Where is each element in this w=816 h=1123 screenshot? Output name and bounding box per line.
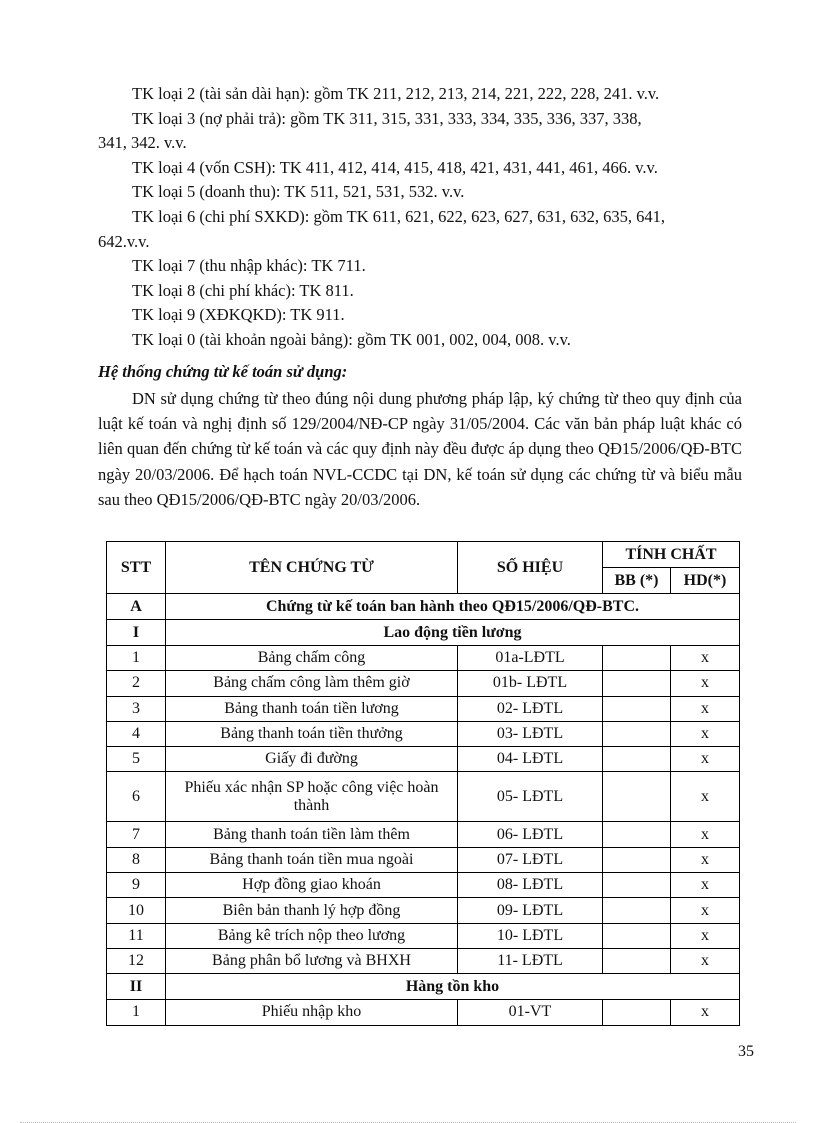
section-heading: Hệ thống chứng từ kế toán sử dụng: [98, 362, 348, 381]
account-line: TK loại 5 (doanh thu): TK 511, 521, 531, 532. v.v. [132, 182, 465, 202]
row-name: Biên bản thanh lý hợp đồng [166, 898, 458, 923]
row-stt: 11 [107, 923, 166, 948]
row-bb [603, 948, 671, 973]
row-stt: 2 [107, 671, 166, 696]
row-hd: x [671, 1000, 740, 1025]
section-title: Chứng từ kế toán ban hành theo QĐ15/2006/QĐ-BTC. [166, 594, 740, 620]
account-line: TK loại 8 (chi phí khác): TK 811. [132, 280, 354, 300]
row-code: 10- LĐTL [458, 923, 603, 948]
table-row [107, 873, 740, 898]
row-name: Bảng thanh toán tiền mua ngoài [166, 847, 458, 872]
row-hd: x [671, 948, 740, 973]
row-name: Bảng thanh toán tiền làm thêm [166, 822, 458, 847]
row-name: Bảng thanh toán tiền lương [166, 696, 458, 721]
account-line: TK loại 2 (tài sản dài hạn): gồm TK 211, 212, 213, 214, 221, 222, 228, 241. v.v. [132, 84, 660, 103]
row-code: 06- LĐTL [458, 822, 603, 847]
row-code: 09- LĐTL [458, 898, 603, 923]
table-row [107, 948, 740, 973]
body-paragraph [98, 386, 742, 512]
account-line: TK loại 9 (XĐKQKD): TK 911. [132, 305, 345, 325]
row-name: Bảng phân bổ lương và BHXH [166, 948, 458, 973]
row-bb [603, 847, 671, 872]
row-name: Phiếu xác nhận SP hoặc công việc hoàn thành [166, 772, 458, 822]
row-stt: 8 [107, 847, 166, 872]
section-title: Hàng tồn kho [166, 974, 740, 1000]
row-bb [603, 898, 671, 923]
row-hd: x [671, 822, 740, 847]
row-name: Bảng thanh toán tiền thưởng [166, 721, 458, 746]
row-name: Giấy đi đường [166, 747, 458, 772]
table-row [107, 671, 740, 696]
row-bb [603, 772, 671, 822]
row-stt: 10 [107, 898, 166, 923]
account-line-continuation: 642.v.v. [98, 231, 150, 251]
header-bb: BB (*) [603, 568, 671, 594]
table-row [107, 822, 740, 847]
paragraph-indent [98, 389, 132, 408]
row-hd: x [671, 696, 740, 721]
paragraph-text: DN sử dụng chứng từ theo đúng nội dung phương pháp lập, ký chứng từ theo quy định của luật kế toán và nghị định số 129/2004/NĐ-CP ngày 31/05/2004. Các văn bản pháp luật khác có liên quan đến chứng từ kế toán và các quy định này đều được áp dụng theo QĐ15/2006/QĐ-BTC ngày 20/03/2006. Để hạch toán NVL-CCDC tại DN, kế toán sử dụng các chứng từ và biểu mẫu sau theo QĐ15/2006/QĐ-BTC ngày 20/03/2006. [98, 389, 742, 509]
row-hd: x [671, 873, 740, 898]
section-number: I [107, 620, 166, 646]
account-line: TK loại 0 (tài khoản ngoài bảng): gồm TK 001, 002, 004, 008. v.v. [132, 329, 571, 349]
row-stt: 12 [107, 948, 166, 973]
row-name: Bảng chấm công [166, 646, 458, 671]
page-number: 35 [738, 1043, 754, 1060]
row-code: 07- LĐTL [458, 847, 603, 872]
account-line: TK loại 6 (chi phí SXKD): gồm TK 611, 621, 622, 623, 627, 631, 632, 635, 641, [132, 206, 666, 226]
row-hd: x [671, 721, 740, 746]
table-row [107, 923, 740, 948]
row-code: 01-VT [458, 1000, 603, 1025]
row-hd: x [671, 898, 740, 923]
row-hd: x [671, 646, 740, 671]
header-nature: TÍNH CHẤT [603, 542, 740, 568]
table-row [107, 721, 740, 746]
row-stt: 9 [107, 873, 166, 898]
table-row [107, 898, 740, 923]
table-row [107, 747, 740, 772]
table-row [107, 1000, 740, 1025]
row-stt: 7 [107, 822, 166, 847]
row-bb [603, 1000, 671, 1025]
table-row [107, 772, 740, 822]
row-hd: x [671, 923, 740, 948]
row-code: 04- LĐTL [458, 747, 603, 772]
row-name: Bảng chấm công làm thêm giờ [166, 671, 458, 696]
row-code: 03- LĐTL [458, 721, 603, 746]
row-bb [603, 822, 671, 847]
row-bb [603, 646, 671, 671]
row-bb [603, 721, 671, 746]
row-hd: x [671, 671, 740, 696]
section-title: Lao động tiền lương [166, 620, 740, 646]
row-bb [603, 873, 671, 898]
header-name: TÊN CHỨNG TỪ [166, 542, 458, 594]
row-hd: x [671, 747, 740, 772]
header-hd: HD(*) [671, 568, 740, 594]
row-bb [603, 696, 671, 721]
row-bb [603, 747, 671, 772]
table-body [107, 594, 740, 1026]
row-code: 08- LĐTL [458, 873, 603, 898]
row-code: 02- LĐTL [458, 696, 603, 721]
row-code: 01a-LĐTL [458, 646, 603, 671]
account-line: TK loại 3 (nợ phải trả): gồm TK 311, 315, 331, 333, 334, 335, 336, 337, 338, [132, 108, 642, 128]
header-stt: STT [107, 542, 166, 594]
documents-table [106, 541, 740, 1026]
row-name: Bảng kê trích nộp theo lương [166, 923, 458, 948]
row-code: 11- LĐTL [458, 948, 603, 973]
table-row [107, 847, 740, 872]
account-line-continuation: 341, 342. v.v. [98, 133, 187, 153]
account-line: TK loại 4 (vốn CSH): TK 411, 412, 414, 415, 418, 421, 431, 441, 461, 466. v.v. [132, 157, 658, 177]
row-name: Hợp đồng giao khoán [166, 873, 458, 898]
section-number: II [107, 974, 166, 1000]
table-row [107, 646, 740, 671]
row-stt: 4 [107, 721, 166, 746]
section-row [107, 620, 740, 646]
row-stt: 3 [107, 696, 166, 721]
account-list [98, 82, 748, 353]
row-stt: 1 [107, 646, 166, 671]
section-row [107, 974, 740, 1000]
row-name: Phiếu nhập kho [166, 1000, 458, 1025]
row-bb [603, 671, 671, 696]
row-code: 01b- LĐTL [458, 671, 603, 696]
row-bb [603, 923, 671, 948]
row-hd: x [671, 772, 740, 822]
section-row [107, 594, 740, 620]
row-code: 05- LĐTL [458, 772, 603, 822]
table-row [107, 696, 740, 721]
row-hd: x [671, 847, 740, 872]
account-line: TK loại 7 (thu nhập khác): TK 711. [132, 256, 366, 276]
row-stt: 5 [107, 747, 166, 772]
section-number: A [107, 594, 166, 620]
row-stt: 6 [107, 772, 166, 822]
header-code: SỐ HIỆU [458, 542, 603, 594]
row-stt: 1 [107, 1000, 166, 1025]
